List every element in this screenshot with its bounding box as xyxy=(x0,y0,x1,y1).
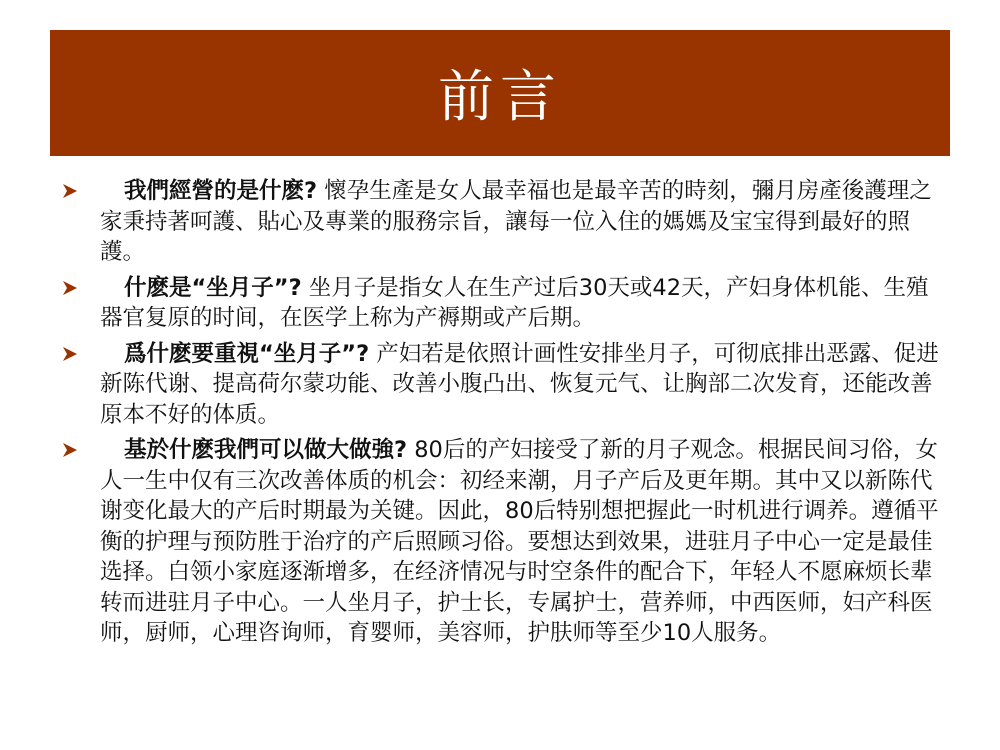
list-item xyxy=(62,339,946,431)
item-body: 懷孕生產是女人最幸福也是最辛苦的時刻，彌月房產後護理之家秉持著呵護、貼心及專業的服務宗旨，讓每一位入住的媽媽及宝宝得到最好的照護。 xyxy=(100,178,932,265)
arrow-bullet-icon xyxy=(62,442,78,458)
item-body: 产妇若是依照计画性安排坐月子，可彻底排出恶露、促进新陈代谢、提高荷尔蒙功能、改善小腹凸出、恢复元气、让胸部二次发育，还能改善原本不好的体质。 xyxy=(100,340,939,428)
title-banner xyxy=(50,30,950,156)
list-item xyxy=(62,176,946,268)
arrow-bullet-icon xyxy=(62,346,78,362)
item-heading: 什麽是“坐月子”? xyxy=(124,274,302,301)
item-heading: 基於什麽我們可以做大做強? xyxy=(124,437,408,463)
arrow-bullet-icon xyxy=(62,280,78,296)
list-item xyxy=(62,435,946,649)
item-body: 坐月子是指女人在生产过后30天或42天，产妇身体机能、生殖器官复原的时间，在医学上称为产褥期或产后期。 xyxy=(100,274,929,331)
arrow-bullet-icon xyxy=(62,183,78,199)
list-item xyxy=(62,273,946,334)
item-heading: 爲什麽要重視“坐月子”? xyxy=(124,340,370,367)
slide-title: 前言 xyxy=(438,65,562,130)
item-body: 80后的产妇接受了新的月子观念。根据民间习俗，女人一生中仅有三次改善体质的机会：初经来潮，月子产后及更年期。其中又以新陈代谢变化最大的产后时期最为关键。因此，80后特别想把握此一时机进行调养。遵循平衡的护理与预防胜于治疗的产后照顾习俗。要想达到效果，进驻月子中心一定是最佳选择。白领小家庭逐渐增多，在经济情况与时空条件的配合下，年轻人不愿麻烦长辈转而进驻月子中心。一人坐月子，护士长，专属护士，营养师，中西医师，妇产科医师，厨师，心理咨询师，育婴师，美容师，护肤师等至少10人服务。 xyxy=(100,437,939,646)
bullet-list xyxy=(62,176,946,654)
item-heading: 我們經營的是什麽? xyxy=(124,178,318,204)
